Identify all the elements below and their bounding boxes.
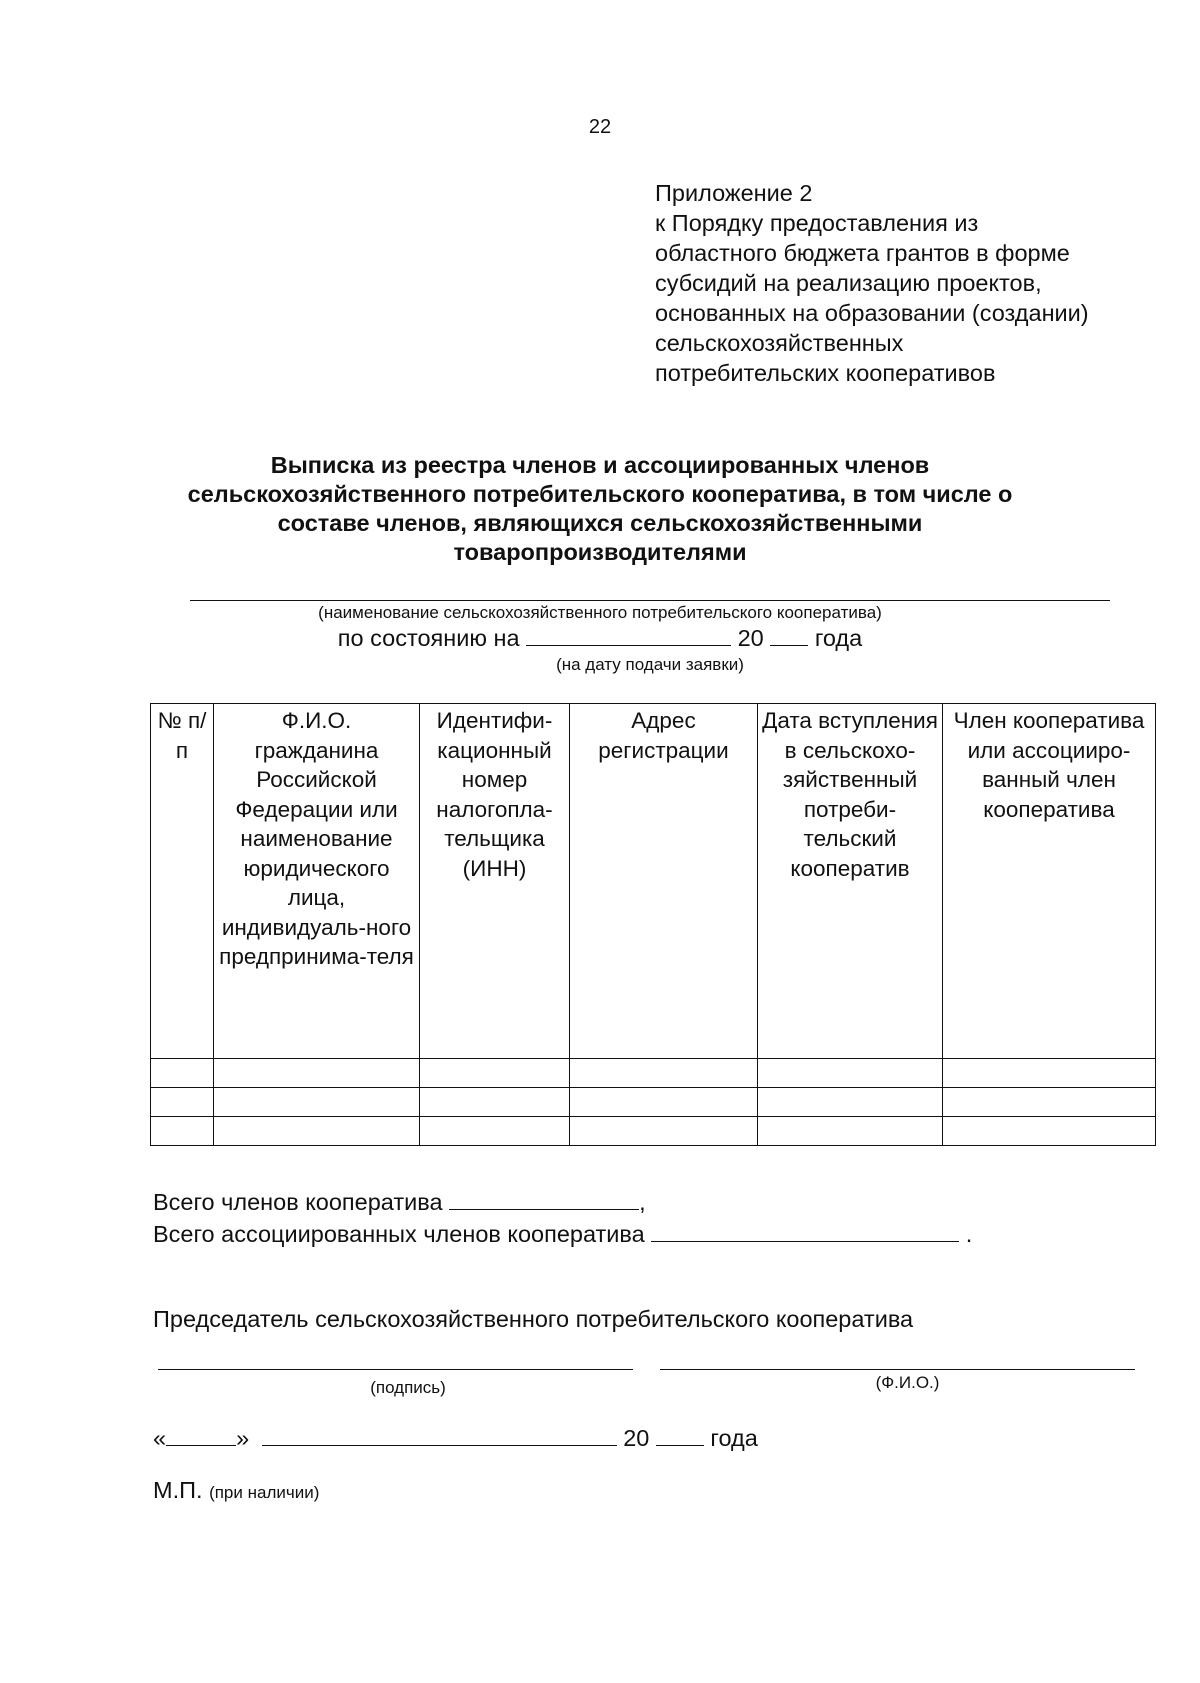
- total-associated-line: [153, 1218, 972, 1250]
- table-cell[interactable]: [151, 1117, 214, 1146]
- table-cell[interactable]: [570, 1117, 758, 1146]
- name-caption: (Ф.И.О.): [875, 1373, 940, 1392]
- signing-date-line: [153, 1425, 758, 1452]
- table-row: [151, 1059, 1156, 1088]
- table-cell[interactable]: [943, 1059, 1156, 1088]
- state-year-prefix: 20: [737, 625, 764, 651]
- table-cell[interactable]: [151, 1059, 214, 1088]
- table-cell[interactable]: [214, 1088, 420, 1117]
- document-title: [150, 451, 1050, 567]
- table-cell[interactable]: [943, 1088, 1156, 1117]
- stamp-note: (при наличии): [209, 1483, 320, 1502]
- state-prefix: по состоянию на: [337, 625, 520, 651]
- appendix-note: [655, 178, 1175, 388]
- table-cell[interactable]: [151, 1088, 214, 1117]
- header-full-name: Ф.И.О. гражданина Российской Федерации или наименование юридического лица, индивидуаль-ного предпринима-теля: [214, 704, 420, 1059]
- table-cell[interactable]: [758, 1088, 943, 1117]
- state-date-line: [0, 625, 1200, 652]
- date-month-field[interactable]: [262, 1425, 617, 1446]
- date-close-quote: »: [236, 1425, 250, 1451]
- signature-caption: (подпись): [370, 1378, 446, 1397]
- appendix-line: основанных на образовании (создании): [655, 300, 1089, 326]
- header-address: Адрес регистрации: [570, 704, 758, 1059]
- table-cell[interactable]: [214, 1059, 420, 1088]
- header-number: № п/п: [151, 704, 214, 1059]
- table-cell[interactable]: [420, 1117, 570, 1146]
- appendix-line: Приложение 2: [655, 180, 813, 206]
- date-day-field[interactable]: [166, 1425, 236, 1446]
- table-header-row: [151, 704, 1156, 1059]
- table-row: [151, 1088, 1156, 1117]
- total-members-label: Всего членов кооператива: [153, 1189, 443, 1215]
- title-line: составе членов, являющихся сельскохозяйственными: [277, 510, 923, 536]
- table-row: [151, 1117, 1156, 1146]
- appendix-line: областного бюджета грантов в форме: [655, 240, 1070, 266]
- table-cell[interactable]: [420, 1059, 570, 1088]
- appendix-line: субсидий на реализацию проектов,: [655, 270, 1042, 296]
- chairman-name-field[interactable]: [660, 1369, 1135, 1370]
- date-open-quote: «: [153, 1425, 167, 1451]
- date-year-field[interactable]: [656, 1425, 704, 1446]
- totals-block: [153, 1186, 972, 1250]
- table-cell[interactable]: [943, 1117, 1156, 1146]
- signature-field[interactable]: [158, 1369, 633, 1370]
- appendix-line: потребительских кооперативов: [655, 360, 996, 386]
- total-members-line: [153, 1186, 972, 1218]
- table-cell[interactable]: [570, 1088, 758, 1117]
- state-year-field[interactable]: [770, 625, 808, 646]
- state-date-field[interactable]: [526, 625, 731, 646]
- table-cell[interactable]: [420, 1088, 570, 1117]
- appendix-line: сельскохозяйственных: [655, 330, 904, 356]
- total-associated-end: .: [965, 1221, 973, 1247]
- header-member-type: Член кооператива или ассоцииро-ванный член кооператива: [943, 704, 1156, 1059]
- cooperative-name-field[interactable]: [190, 600, 1110, 601]
- state-caption: (на дату подачи заявки): [556, 655, 744, 674]
- appendix-line: к Порядку предоставления из: [655, 210, 979, 236]
- state-suffix: года: [814, 625, 863, 651]
- table-cell[interactable]: [758, 1117, 943, 1146]
- header-join-date: Дата вступления в сельскохо-зяйственный потреби-тельский кооператив: [758, 704, 943, 1059]
- total-members-field[interactable]: [449, 1189, 639, 1210]
- title-line: Выписка из реестра членов и ассоциированных членов: [270, 452, 930, 478]
- total-members-end: ,: [639, 1189, 646, 1215]
- total-associated-field[interactable]: [651, 1221, 959, 1242]
- table-cell[interactable]: [758, 1059, 943, 1088]
- page-number: 22: [588, 116, 612, 138]
- title-line: товаропроизводителями: [453, 539, 747, 565]
- cooperative-name-caption: (наименование сельскохозяйственного потребительского кооператива): [318, 603, 882, 622]
- header-inn: Идентифи-кационный номер налогопла-тельщика (ИНН): [420, 704, 570, 1059]
- stamp-label: М.П.: [153, 1477, 203, 1503]
- register-table: [150, 703, 1156, 1146]
- title-line: сельскохозяйственного потребительского кооператива, в том числе о: [187, 481, 1013, 507]
- table-cell[interactable]: [570, 1059, 758, 1088]
- stamp-place: [153, 1477, 319, 1504]
- date-year-prefix: 20: [623, 1425, 650, 1451]
- table-cell[interactable]: [214, 1117, 420, 1146]
- date-suffix: года: [710, 1425, 758, 1451]
- chairman-label: Председатель сельскохозяйственного потребительского кооператива: [153, 1306, 914, 1332]
- total-associated-label: Всего ассоциированных членов кооператива: [153, 1221, 645, 1247]
